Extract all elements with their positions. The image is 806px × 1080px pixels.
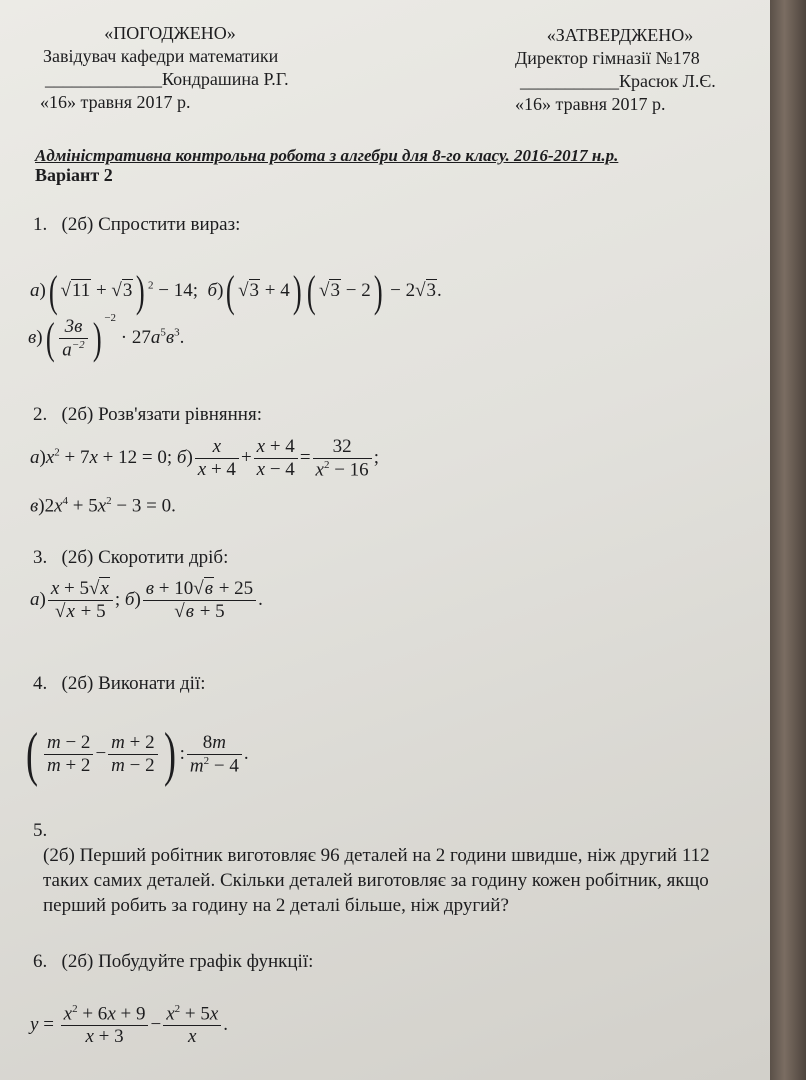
task-number: 2. [33,404,48,425]
approval-block-right [515,24,765,116]
task-number: 1. [33,214,48,235]
approved-label: «ПОГОДЖЕНО» [104,23,236,43]
task-text: (2б) Побудуйте графік функції: [61,951,314,972]
task-3-heading [33,547,228,569]
task-number: 3. [33,547,48,568]
task-2-heading [33,404,262,426]
task-text: (2б) Розв'язати рівняння: [61,404,262,425]
formula-2c: $в)2x^4 + 5x^2 - 3 = 0$. [30,495,176,517]
formula-1c: в)( $\frac{3в}{a^{-2}}$ ) $^{-2} \cdot 27a^5в^3$. [28,312,185,364]
task-number: 5. [33,820,48,841]
formula-1a: а)( √11 + √3) $^2$ − 14; б)( √3 + 4) ( √3 − 2) − 2√3. [30,267,442,316]
approval-date: «16» травня 2017 р. [40,92,191,112]
task-4-heading [33,673,206,695]
table-edge-background [770,0,806,1080]
formula-2a-2b: $а)x^2 + 7x + 12 = 0$; б) $\frac{x}{x + 4}$ + $\frac{x + 4}{x - 4}$ = $\frac{32}{x^2 - 16}$ ; [30,436,379,481]
director-signature-line: ___________Красюк Л.Є. [520,71,716,91]
approver-signature-line: _____________Кондрашина Р.Г. [45,69,289,89]
variant-label: Варіант 2 [35,165,113,185]
task-text: (2б) Спростити вираз: [61,214,241,235]
confirmed-label: «ЗАТВЕРДЖЕНО» [546,25,694,45]
task-text: (2б) Виконати дії: [61,673,206,694]
approver-position: Завідувач кафедри математики [43,46,279,66]
task-6-heading [33,951,313,973]
task-5 [33,818,753,918]
task-text: (2б) Скоротити дріб: [61,547,229,568]
formula-6: y = $\frac{x^2 + 6x + 9}{x + 3}$ − $\frac{x^2 + 5x}{x}$ . [30,1003,229,1048]
task-1-heading [33,214,240,236]
formula-3: а) $\frac{x + 5√x}{√x + 5}$ ; б) $\frac{в + 10√в + 25}{√в + 5}$ . [30,578,263,622]
director-position: Директор гімназії №178 [515,48,700,68]
task-text: (2б) Перший робітник виготовляє 96 деталей на 2 години швидше, ніж другий 112 таких самих деталей. Скільки деталей виготовляє за годину кожен робітник, якщо перший робить за годину на 2 деталі більше, ніж другий? [43,845,710,916]
task-number: 4. [33,673,48,694]
confirmation-date: «16» травня 2017 р. [515,94,666,114]
task-number: 6. [33,951,48,972]
approval-block-left [40,22,340,114]
formula-4: ( $\frac{m - 2}{m + 2}$ − $\frac{m + 2}{m - 2}$ ) : $\frac{8m}{m^2 - 4}$ . [25,721,249,787]
exam-title: Адміністративна контрольна робота з алгебри для 8-го класу. 2016-2017 н.р. [35,146,619,165]
